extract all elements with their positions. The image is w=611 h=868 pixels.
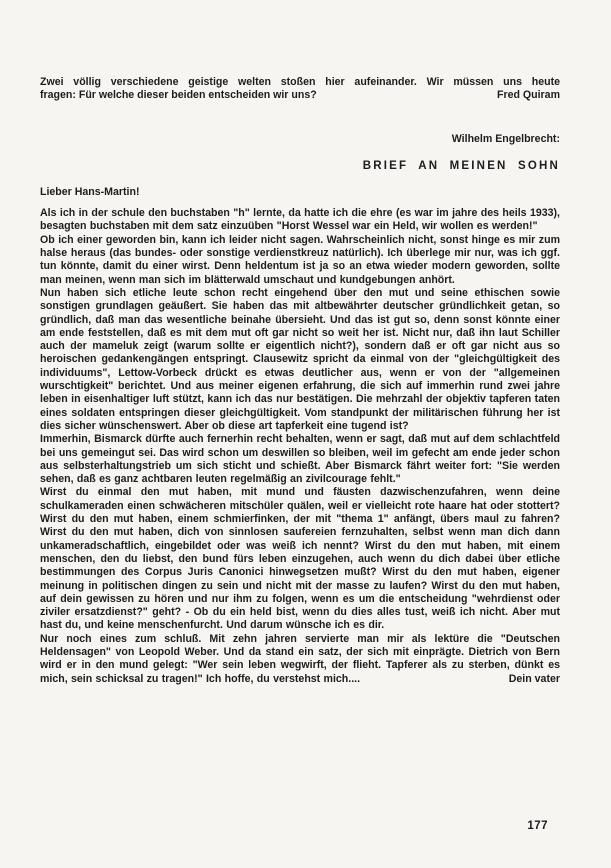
epigraph-last-line (40, 89, 560, 102)
epigraph-line: fragen: Für welche dieser beiden entscheiden wir uns? (40, 89, 317, 102)
body-paragraph: Nun haben sich etliche leute schon recht eingehend über den mut und seine ethischen sowie sonstigen grundlagen geäußert. Sie haben das mit altbewährter deutscher gründlichkeit getan, so gründlich, daß man das wesentliche beinahe übersieht. Und das ist gut so, denn sonst könnte einer am ende feststellen, daß es mit dem mut oft gar nicht so weit her ist. Nicht nur, daß ihn laut Schiller auch der mameluk zeigt (warum sollte er eigentlich nicht?), sondern daß er oft gar nicht aus so heroischen gedankengängen entspringt. Clausewitz spricht da einmal von der "gleichgültigkeit des individuums", Lettow-Vorbeck drückt es etwas deutlicher aus, wenn er von der "allgemeinen wurschtigkeit" berichtet. Und aus meiner eigenen erfahrung, die sich auf immerhin rund zwei jahre leben in eisenhaltiger luft stützt, kann ich das nur bestätigen. Die mehrzahl der objektiv tapferen taten eines soldaten entspringen dieser gleichgültigkeit. Vom standpunkt der militärischen führung her ist dies sicher wünschenswert. Aber ob diese art tapferkeit eine tugend ist? (40, 286, 560, 432)
chapter-title: BRIEF AN MEINEN SOHN (362, 159, 560, 172)
letter-body (40, 207, 560, 686)
body-paragraph: Immerhin, Bismarck dürfte auch fernerhin recht behalten, wenn er sagt, daß mut auf dem schlachtfeld bei uns gemeingut sei. Das wird schon um deswillen so bleiben, weil im gefecht am ende jeder schon aus selbsterhaltungstrieb um sich sticht und schießt. Aber Bismarck fährt weiter fort: "Sie werden sehen, daß es ganz achtbaren leuten regelmäßig an zivilcourage fehlt." (40, 433, 560, 486)
signature: Dein vater (508, 672, 560, 685)
salutation: Lieber Hans-Martin! (40, 185, 140, 198)
text-block (40, 76, 560, 686)
body-paragraph: Wirst du einmal den mut haben, mit mund und fäusten dazwischenzufahren, wenn deine schulkameraden einen schwächeren mitschüler quälen, weil er vielleicht rote haare hat oder stottert? Wirst du den mut haben, einem schmierfinken, der mit "thema 1" anfängt, übers maul zu fahren? Wirst du den mut haben, dich von sinnlosen saufereien fernzuhalten, selbst wenn man dich dann unkameradschaftlich, eingebildet oder was weiß ich nennt? Wirst du den mut haben, mit einem menschen, den du liebst, den bund fürs leben einzugehen, auch wenn du dich dabei über etliche bestimmungen des Corpus Juris Canonici hinwegsetzen mußt? Wirst du den mut haben, eigener meinung in politischen dingen zu sein und nicht mit der masse zu laufen? Wirst du den mut haben, auf dein gewissen zu hören und nur ihm zu folgen, wenn es um die entscheidung "wehrdienst oder ziviler ersatzdienst?" geht? - Ob du ein held bist, wenn du dies alles tust, weiß ich nicht. Aber mut hast du, und keine menschenfurcht. Und darum wünsche ich es dir. (40, 486, 560, 632)
epigraph-line: Zwei völlig verschiedene geistige welten stoßen hier aufeinander. Wir müssen uns heute (40, 76, 560, 88)
author-byline: Wilhelm Engelbrecht: (451, 132, 560, 145)
epigraph (40, 76, 560, 103)
epigraph-attribution: Fred Quiram (497, 89, 560, 102)
body-paragraph: Ob ich einer geworden bin, kann ich leider nicht sagen. Wahrscheinlich nicht, sonst hinge es mir zum halse heraus (das bundes- oder sonstige verdienstkreuz natürlich). Ich überlege mir nur, was ich ggf. tun könnte, damit du einer wirst. Denn heldentum ist ja so an etwa wieder modern geworden, sollte man meinen, wenn man sich im blätterwald umschaut und kundgebungen anhört. (40, 233, 560, 286)
body-paragraph: Nur noch eines zum schluß. Mit zehn jahren servierte man mir als lektüre die "Deutschen Heldensagen" von Leopold Weber. Und da stand ein satz, der sich mit einprägte. Dietrich von Bern wird er in den mund gelegt: "Wer sein leben wegwirft, der flieht. Tapferer als zu sterben, dünkt es mich, sein schicksal zu tragen!" Ich hoffe, du verstehst mich.... (40, 632, 560, 685)
body-paragraph: Als ich in der schule den buchstaben "h" lernte, da hatte ich die ehre (es war im jahre des heils 1933), besagten buchstaben mit dem satz einzuüben "Horst Wessel war ein Held, wir wollen es werden!" (40, 207, 560, 233)
page-number: 177 (527, 820, 548, 832)
